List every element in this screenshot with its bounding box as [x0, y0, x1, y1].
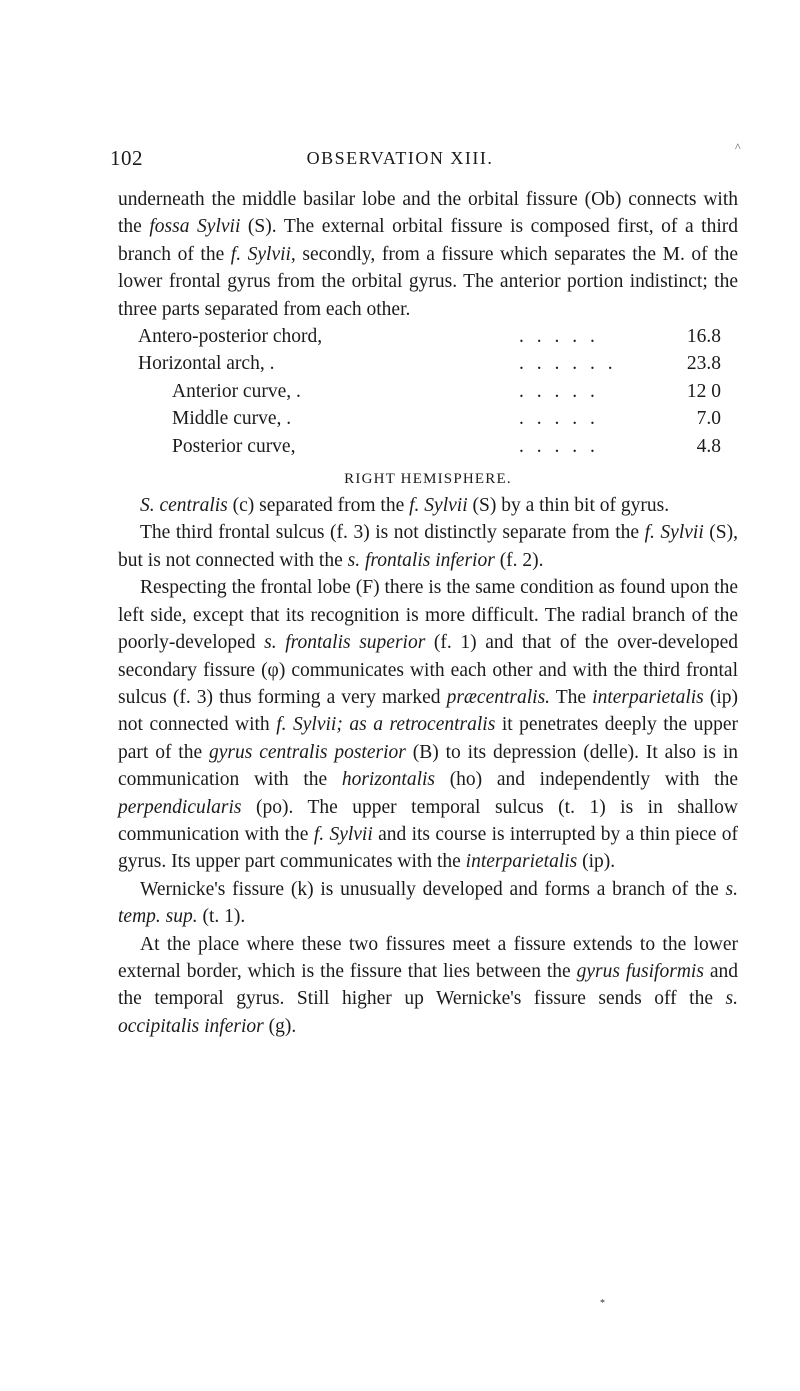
measurement-value: 4.8: [696, 435, 721, 457]
text-run: and its course is interrupted by a thin piece of gyrus. Its upper part communicates with the: [118, 823, 739, 873]
footer-mark: *: [600, 1298, 605, 1309]
intro-paragraph: [118, 186, 738, 323]
leader-dots: . . . . .: [519, 326, 599, 348]
text-run: (ho) and independently with the: [435, 769, 738, 791]
leader-dots: . . . . . .: [519, 353, 617, 375]
text-run: (ip).: [577, 851, 616, 873]
italic-term: horizontalis: [341, 769, 436, 791]
italic-term: præcentralis.: [446, 686, 551, 708]
leader-dots: . . . . .: [519, 435, 599, 457]
running-title: OBSERVATION XIII.: [306, 148, 494, 168]
measurement-value: 23.8: [686, 353, 721, 375]
measurement-label: Middle curve, .: [172, 408, 292, 430]
measurement-value: 7.0: [696, 408, 721, 430]
text-run: At the place where these two fissures meet a fissure extends to the lower external border, which is the fissure that lies between the: [118, 933, 738, 982]
table-row: [138, 350, 721, 377]
text-run: and the temporal gyrus. Still higher up Wernicke's fissure sends off the: [118, 960, 738, 1010]
leader-dots: . . . . .: [519, 380, 599, 402]
measurement-label: Horizontal arch, .: [138, 353, 275, 375]
text-run: it penetrates deeply the upper part of the: [118, 714, 738, 763]
italic-term: perpendicularis: [118, 796, 242, 818]
text-run: Wernicke's fissure (k) is unusually developed and forms a branch of the: [140, 878, 726, 900]
italic-term: s. frontalis inferior: [347, 549, 495, 571]
italic-term: S. centralis: [140, 495, 228, 517]
paragraph: [118, 519, 738, 574]
table-row: [138, 433, 721, 460]
leader-dots: . . . . .: [519, 408, 599, 430]
paragraph: [118, 876, 738, 931]
text-run: (ip) not connected with: [118, 686, 738, 736]
text-run: (S). The external orbital fissure is composed first, of a third branch of the: [118, 216, 738, 265]
text-run: The: [550, 686, 593, 708]
text-run: The third frontal sulcus (f. 3) is not distinctly separate from the: [140, 522, 645, 544]
table-row: [138, 323, 721, 350]
italic-term: interparietalis: [592, 686, 704, 708]
text-run: (t. 1).: [197, 906, 246, 928]
measurement-label: Posterior curve,: [172, 435, 296, 457]
section-heading: RIGHT HEMISPHERE.: [344, 471, 512, 488]
table-row: [138, 378, 721, 405]
corner-mark: ^: [735, 140, 741, 154]
measurement-label: Antero-posterior chord,: [138, 326, 323, 348]
italic-term: f. Sylvii,: [230, 243, 296, 265]
measurement-value: 16.8: [686, 326, 721, 348]
italic-term: f. Sylvii; as a retrocentralis: [276, 714, 496, 736]
paragraph: [118, 931, 738, 1041]
text-run: secondly, from a fissure which separates the M. of the lower frontal gyrus from the orbital gyrus. The anterior portion indistinct; the three parts separated from each other.: [118, 243, 738, 320]
text-run: underneath the middle basilar lobe and the orbital fissure (Ob) connects with the: [118, 189, 738, 238]
italic-term: gyrus fusiformis: [576, 960, 704, 982]
measurement-value: 12 0: [686, 380, 721, 402]
text-run: (f. 2).: [494, 549, 544, 571]
italic-term: f. Sylvii: [409, 495, 468, 517]
text-run: (B) to its depression (delle). It also is in communication with the: [118, 741, 738, 791]
text-run: Respecting the frontal lobe (F) there is the same condition as found upon the left side, except that its recognition is more difficult. The radial branch of the poorly-developed: [118, 577, 738, 654]
text-run: (po). The upper temporal sulcus (t. 1) is in shallow communication with the: [118, 796, 738, 845]
text-body: [118, 186, 738, 1040]
measurement-table: [138, 323, 721, 460]
text-run: (S) by a thin bit of gyrus.: [467, 495, 670, 517]
measurement-label: Anterior curve, .: [172, 380, 301, 402]
page-number: 102: [110, 146, 143, 170]
italic-term: s. occipitalis inferior: [118, 988, 738, 1037]
page-header: [0, 146, 800, 176]
text-run: (g).: [263, 1015, 297, 1037]
italic-term: s. frontalis superior: [264, 632, 426, 654]
text-run: (f. 1) and that of the over-developed secondary fissure (φ) communicates with each other and with the third frontal sulcus (f. 3) thus forming a very marked: [118, 632, 738, 708]
table-row: [138, 405, 721, 432]
paragraph: [118, 492, 738, 519]
paragraph: [118, 574, 738, 875]
italic-term: interparietalis: [465, 851, 578, 873]
italic-term: s. temp. sup.: [118, 878, 738, 928]
italic-term: f. Sylvii: [644, 522, 704, 544]
text-run: (S), but is not connected with the: [118, 522, 738, 571]
italic-term: f. Sylvii: [313, 823, 373, 845]
italic-term: gyrus centralis posterior: [209, 741, 406, 763]
text-run: (c) separated from the: [227, 495, 410, 517]
italic-term: fossa Sylvii: [149, 216, 241, 238]
